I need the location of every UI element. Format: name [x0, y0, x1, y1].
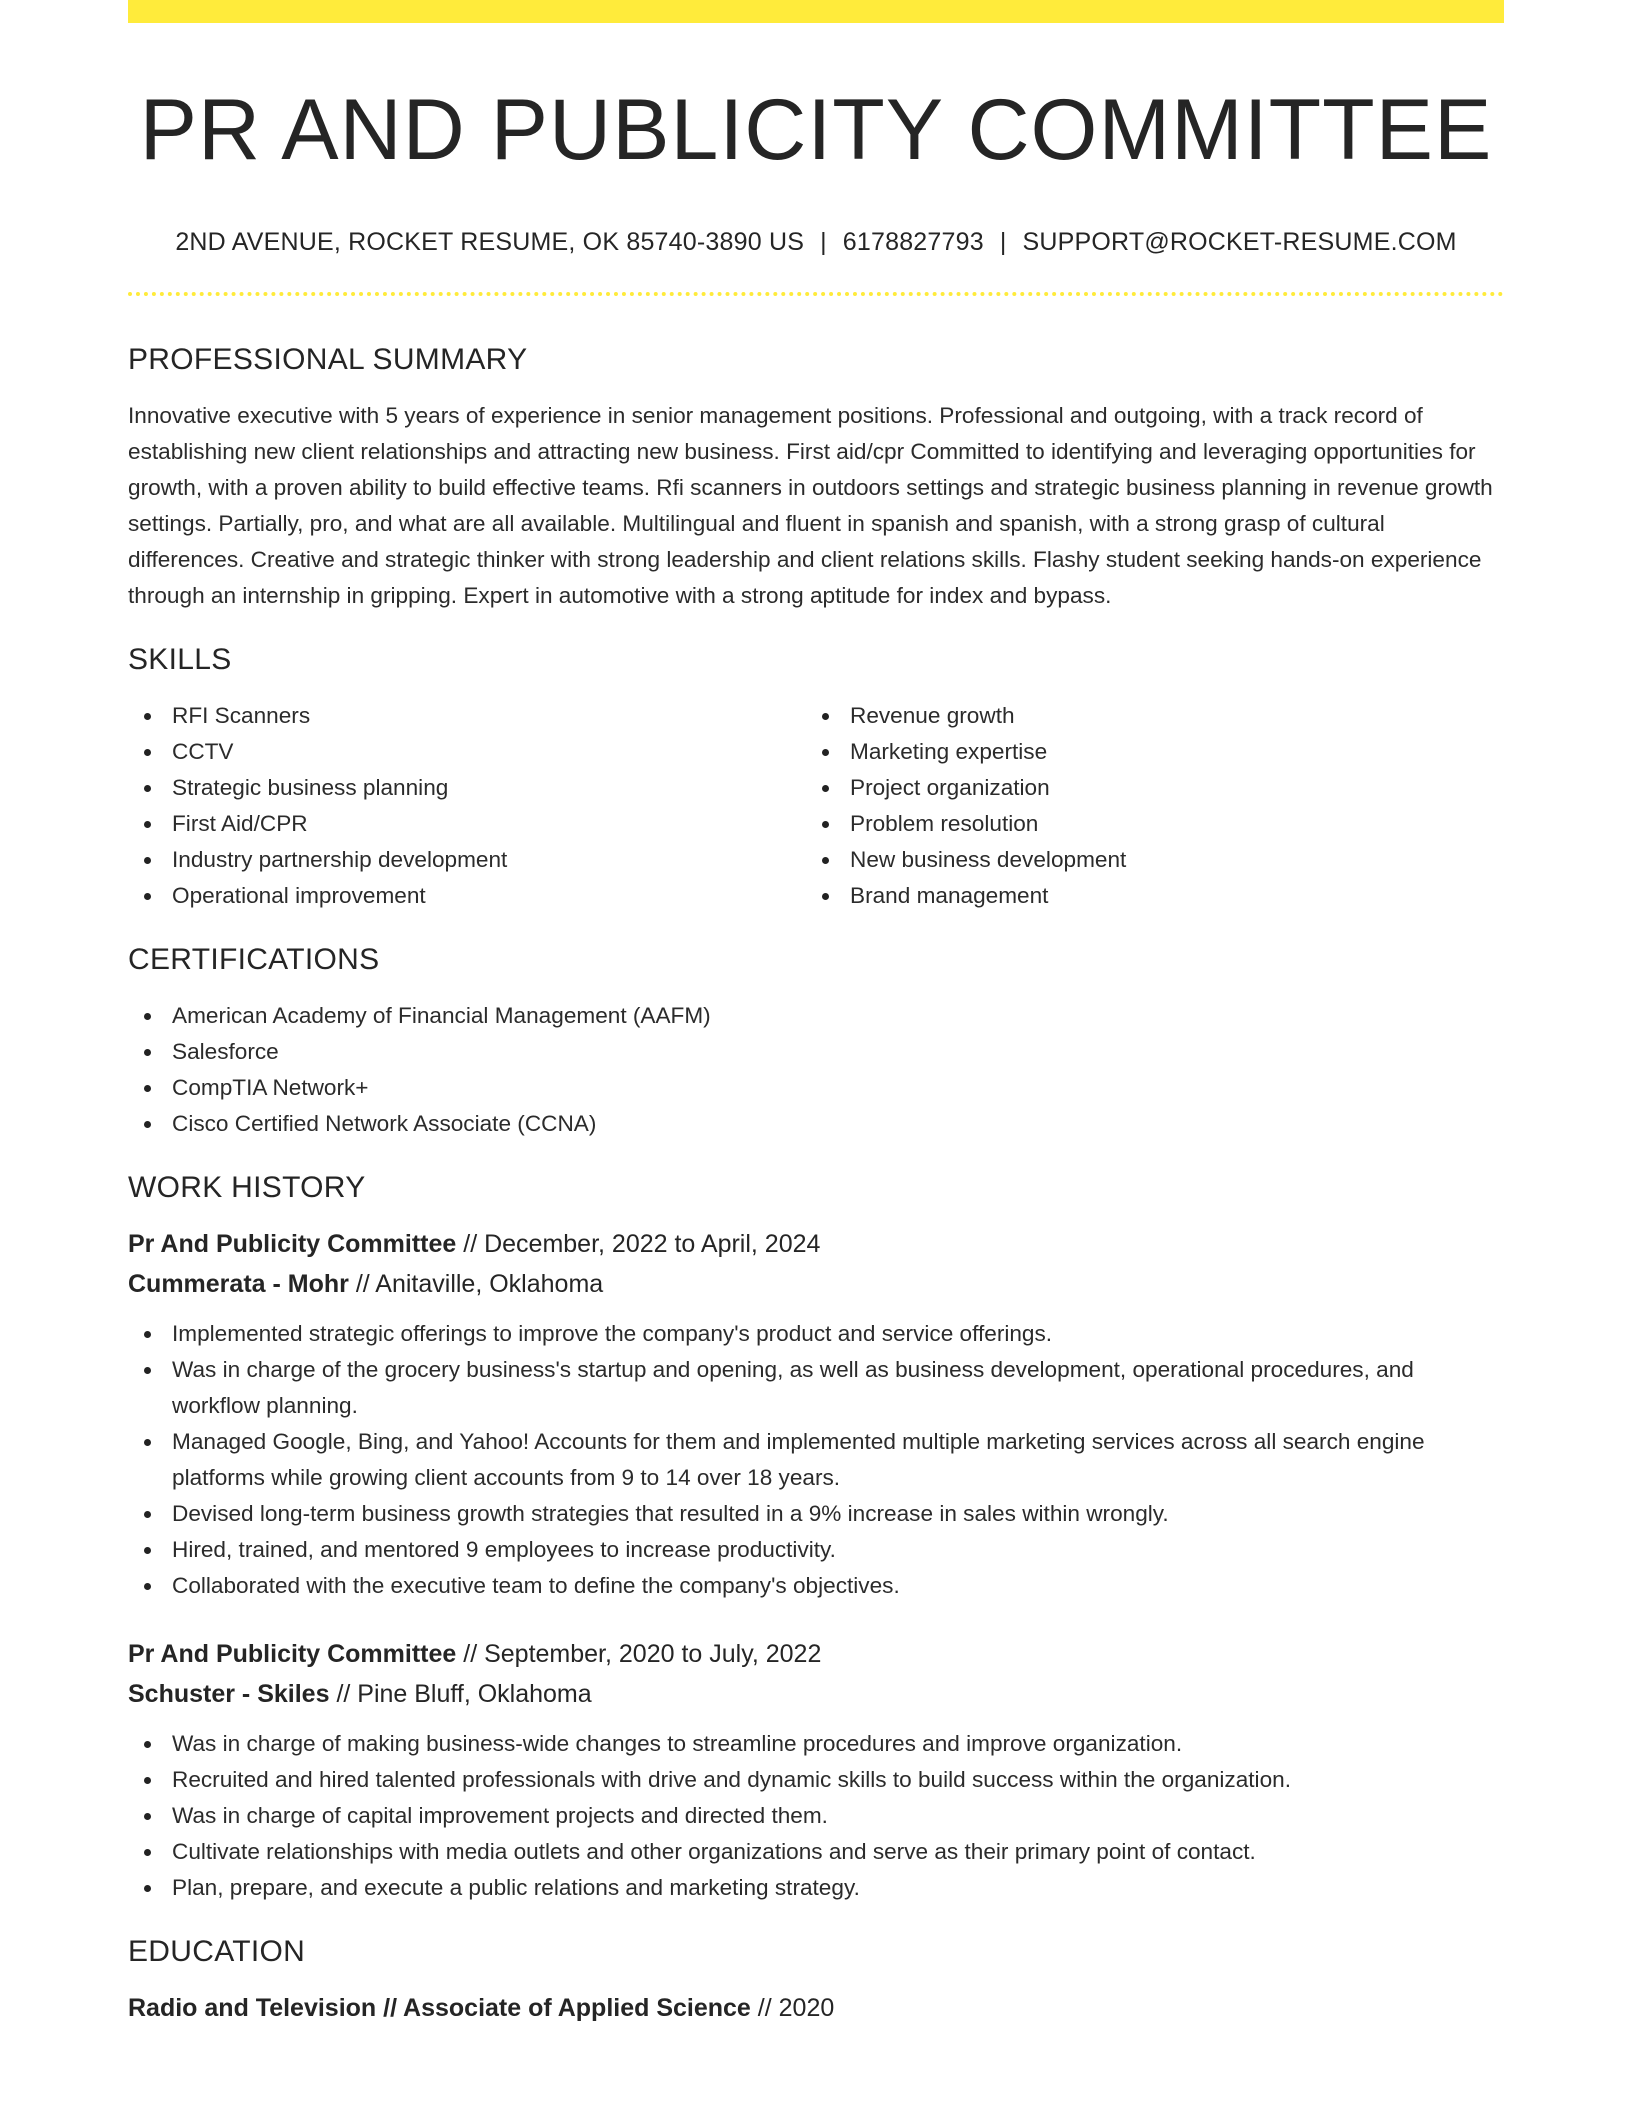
job-title-line: [128, 1224, 1504, 1264]
certification-item: Salesforce: [128, 1034, 1504, 1070]
contact-separator: |: [999, 228, 1007, 256]
responsibility-item: Implemented strategic offerings to improve the company's product and service offerings.: [128, 1316, 1504, 1352]
responsibility-item: Recruited and hired talented professionals with drive and dynamic skills to build success within the organization.: [128, 1762, 1504, 1798]
skill-item: First Aid/CPR: [128, 806, 806, 842]
job-dates: // December, 2022 to April, 2024: [463, 1230, 821, 1258]
job-location: // Anitaville, Oklahoma: [355, 1270, 604, 1298]
contact-address: 2ND AVENUE, ROCKET RESUME, OK 85740-3890 US: [175, 228, 805, 256]
responsibility-item: Managed Google, Bing, and Yahoo! Accounts for them and implemented multiple marketing services across all search engine platforms while growing client accounts from 9 to 14 over 18 years.: [128, 1424, 1504, 1496]
contact-separator: |: [820, 228, 827, 256]
certifications-heading: CERTIFICATIONS: [128, 943, 380, 976]
skill-item: Project organization: [806, 770, 1484, 806]
certification-item: CompTIA Network+: [128, 1070, 1504, 1106]
skill-item: Marketing expertise: [806, 734, 1484, 770]
job-title-line: [128, 1634, 1504, 1674]
certification-item: Cisco Certified Network Associate (CCNA): [128, 1106, 1504, 1142]
job-responsibilities: [128, 1726, 1504, 1906]
responsibility-item: Cultivate relationships with media outlets and other organizations and serve as their primary point of contact.: [128, 1834, 1504, 1870]
resume-content: [128, 0, 1504, 2028]
skills-list: [128, 698, 1504, 914]
summary-heading: PROFESSIONAL SUMMARY: [128, 343, 528, 376]
header-divider: [128, 292, 1504, 296]
skill-item: Brand management: [806, 878, 1484, 914]
job-entry: [128, 1634, 1504, 1906]
responsibility-item: Collaborated with the executive team to define the company's objectives.: [128, 1568, 1504, 1604]
responsibility-item: Hired, trained, and mentored 9 employees to increase productivity.: [128, 1532, 1504, 1568]
responsibility-item: Plan, prepare, and execute a public relations and marketing strategy.: [128, 1870, 1504, 1906]
job-company: Cummerata - Mohr: [128, 1270, 349, 1298]
job-company-line: [128, 1264, 1504, 1304]
education-line: [128, 1988, 1504, 2028]
work-history-heading: WORK HISTORY: [128, 1171, 366, 1204]
summary-text: Innovative executive with 5 years of experience in senior management positions. Professional and outgoing, with a track record of establishing new client relationships and attracting new business. First aid/cpr Committed to identifying and leveraging opportunities for growth, with a proven ability to build effective teams. Rfi scanners in outdoors settings and strategic business planning in revenue growth settings. Partially, pro, and what are all available. Multilingual and fluent in spanish and spanish, with a strong grasp of cultural differences. Creative and strategic thinker with strong leadership and client relations skills. Flashy student seeking hands-on experience through an internship in gripping. Expert in automotive with a strong aptitude for index and bypass.: [128, 403, 1493, 608]
responsibility-item: Was in charge of capital improvement projects and directed them.: [128, 1798, 1504, 1834]
education-year: // 2020: [757, 1994, 835, 2022]
job-company-line: [128, 1674, 1504, 1714]
contact-line: [128, 226, 1504, 258]
skill-item: RFI Scanners: [128, 698, 806, 734]
skills-column-left: [128, 698, 806, 914]
skill-item: Problem resolution: [806, 806, 1484, 842]
job-entry: [128, 1224, 1504, 1604]
job-responsibilities: [128, 1316, 1504, 1604]
contact-email: SUPPORT@ROCKET-RESUME.COM: [1022, 228, 1457, 256]
job-dates: // September, 2020 to July, 2022: [463, 1640, 822, 1668]
responsibility-item: Was in charge of the grocery business's startup and opening, as well as business development, operational procedures, and workflow planning.: [128, 1352, 1504, 1424]
skill-item: Revenue growth: [806, 698, 1484, 734]
skill-item: New business development: [806, 842, 1484, 878]
job-location: // Pine Bluff, Oklahoma: [336, 1680, 592, 1708]
candidate-name: PR AND PUBLICITY COMMITTEE: [139, 82, 1493, 178]
education-degree: Radio and Television // Associate of Applied Science: [128, 1994, 751, 2022]
job-role: Pr And Publicity Committee: [128, 1640, 457, 1668]
contact-phone: 6178827793: [842, 228, 984, 256]
skills-column-right: [806, 698, 1484, 914]
job-company: Schuster - Skiles: [128, 1680, 330, 1708]
responsibility-item: Was in charge of making business-wide changes to streamline procedures and improve organization.: [128, 1726, 1504, 1762]
skill-item: Industry partnership development: [128, 842, 806, 878]
skill-item: Strategic business planning: [128, 770, 806, 806]
education-heading: EDUCATION: [128, 1935, 306, 1968]
certifications-list: [128, 998, 1504, 1142]
responsibility-item: Devised long-term business growth strategies that resulted in a 9% increase in sales within wrongly.: [128, 1496, 1504, 1532]
skill-item: Operational improvement: [128, 878, 806, 914]
certification-item: American Academy of Financial Management (AAFM): [128, 998, 1504, 1034]
skill-item: CCTV: [128, 734, 806, 770]
job-role: Pr And Publicity Committee: [128, 1230, 457, 1258]
skills-heading: SKILLS: [128, 643, 232, 676]
